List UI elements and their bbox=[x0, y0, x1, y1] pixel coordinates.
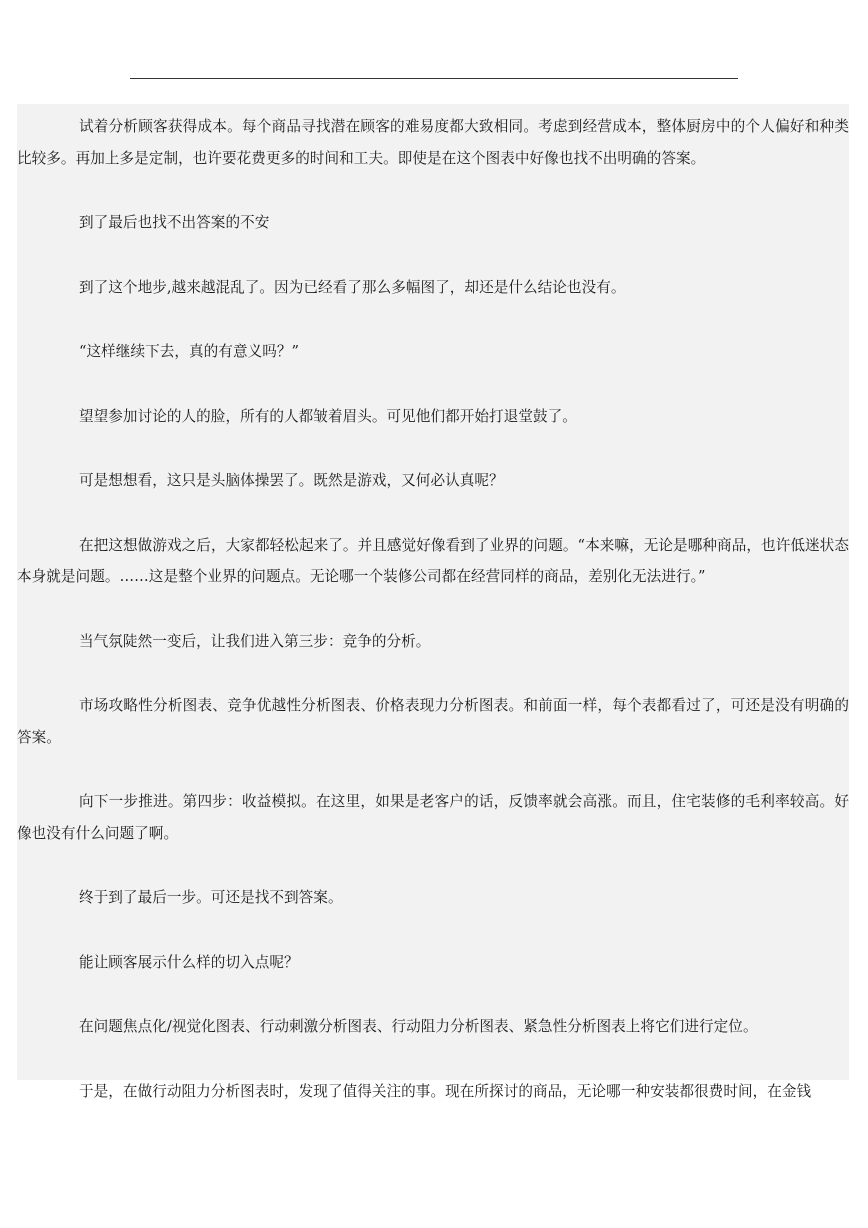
paragraph: 当气氛陡然一变后，让我们进入第三步：竞争的分析。 bbox=[79, 632, 431, 650]
paragraph: 能让顾客展示什么样的切入点呢？ bbox=[79, 953, 299, 971]
quote-paragraph: “这样继续下去，真的有意义吗？” bbox=[79, 343, 300, 360]
paragraph: 于是，在做行动阻力分析图表时，发现了值得关注的事。现在所探讨的商品，无论哪一种安装都很费时间，在金钱 bbox=[79, 1082, 812, 1100]
paragraph: 在问题焦点化/视觉化图表、行动刺激分析图表、行动阻力分析图表、紧急性分析图表上将它们进行定位。 bbox=[79, 1018, 758, 1035]
header-rule bbox=[130, 78, 738, 79]
paragraph: 可是想想看，这只是头脑体操罢了。既然是游戏，又何必认真呢？ bbox=[79, 472, 504, 489]
paragraph: 市场攻略性分析图表、竞争优越性分析图表、价格表现力分析图表。和前面一样，每个表都看过了，可还是没有明确的答案。 bbox=[17, 697, 849, 746]
section-heading: 到了最后也找不出答案的不安 bbox=[79, 214, 270, 231]
paragraph: 终于到了最后一步。可还是找不到答案。 bbox=[79, 889, 343, 906]
paragraph: 在把这想做游戏之后，大家都轻松起来了。并且感觉好像看到了业界的问题。“本来嘛，无论是哪种商品，也许低迷状态本身就是问题。……这是整个业界的问题点。无论哪一个装修公司都在经营同样的商品，差别化无法进行。” bbox=[17, 536, 849, 585]
paragraph: 向下一步推进。第四步：收益模拟。在这里，如果是老客户的话，反馈率就会高涨。而且，住宅装修的毛利率较高。好像也没有什么问题了啊。 bbox=[17, 793, 849, 842]
paragraph: 试着分析顾客获得成本。每个商品寻找潜在顾客的难易度都大致相同。考虑到经营成本，整体厨房中的个人偏好和种类比较多。再加上多是定制，也许要花费更多的时间和工夫。即使是在这个图表中好像也找不出明确的答案。 bbox=[17, 118, 849, 167]
document-body bbox=[17, 104, 849, 1100]
paragraph: 到了这个地步,越来越混乱了。因为已经看了那么多幅图了，却还是什么结论也没有。 bbox=[79, 278, 626, 296]
paragraph: 望望参加讨论的人的脸，所有的人都皱着眉头。可见他们都开始打退堂鼓了。 bbox=[79, 407, 577, 425]
